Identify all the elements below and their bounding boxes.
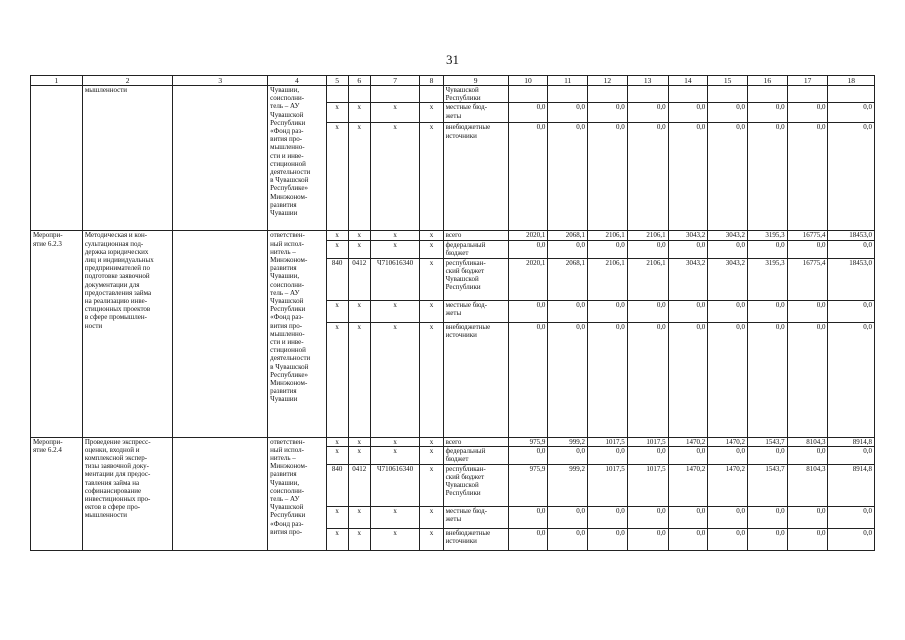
amount-cell: 999,2	[548, 464, 588, 506]
amount-cell: 1543,7	[747, 437, 787, 446]
amount-cell: 0,0	[588, 446, 628, 464]
target-article-cell: х	[370, 300, 420, 322]
amount-cell	[548, 86, 588, 103]
amount-cell: 0,0	[668, 240, 708, 258]
grbs-code-cell	[326, 86, 348, 103]
amount-cell: 8104,3	[787, 464, 828, 506]
expense-type-cell: х	[420, 528, 443, 550]
column-header-9: 9	[443, 76, 508, 86]
section-code-cell: х	[348, 240, 370, 258]
funding-source-cell: местные бюд- жеты	[443, 103, 508, 123]
funding-source-cell: местные бюд- жеты	[443, 506, 508, 528]
section-code-cell: х	[348, 103, 370, 123]
funding-source-cell: внебюджетные источники	[443, 322, 508, 437]
amount-cell: 1017,5	[588, 464, 628, 506]
amount-cell: 0,0	[708, 528, 748, 550]
expense-type-cell	[420, 86, 443, 103]
column-header-8: 8	[420, 76, 443, 86]
page-number: 31	[446, 52, 459, 67]
amount-cell: 3043,2	[708, 258, 748, 300]
amount-cell: 0,0	[708, 240, 748, 258]
grbs-code-cell: 840	[326, 258, 348, 300]
column-header-11: 11	[548, 76, 588, 86]
target-article-cell: х	[370, 123, 420, 231]
amount-cell	[828, 86, 875, 103]
amount-cell: 0,0	[828, 240, 875, 258]
amount-cell: 975,9	[508, 464, 548, 506]
target-article-cell: х	[370, 437, 420, 446]
indicator-cell	[173, 86, 268, 231]
column-header-1: 1	[31, 76, 83, 86]
amount-cell: 0,0	[668, 123, 708, 231]
amount-cell: 0,0	[828, 446, 875, 464]
amount-cell: 1543,7	[747, 464, 787, 506]
funding-source-cell: федеральный бюджет	[443, 240, 508, 258]
section-code-cell: х	[348, 446, 370, 464]
amount-cell: 0,0	[787, 506, 828, 528]
column-header-10: 10	[508, 76, 548, 86]
funding-source-cell: Чувашской Республики	[443, 86, 508, 103]
funding-source-cell: внебюджетные источники	[443, 123, 508, 231]
target-article-cell	[370, 86, 420, 103]
amount-cell: 2068,1	[548, 258, 588, 300]
amount-cell: 0,0	[828, 528, 875, 550]
amount-cell: 0,0	[627, 528, 668, 550]
amount-cell: 0,0	[828, 300, 875, 322]
amount-cell: 2106,1	[588, 258, 628, 300]
amount-cell: 0,0	[708, 322, 748, 437]
amount-cell: 2106,1	[588, 231, 628, 240]
section-code-cell: 0412	[348, 464, 370, 506]
amount-cell: 1470,2	[668, 464, 708, 506]
column-header-7: 7	[370, 76, 420, 86]
grbs-code-cell: х	[326, 240, 348, 258]
column-header-13: 13	[627, 76, 668, 86]
executor-cell: ответствен- ный испол- нитель – Минэконом- развития Чувашии, соисполни- тель – АУ Чувашской Республики «Фонд раз- вития про- мышленно- сти и инве- стиционной деятельности в Чувашской Республике» Минэконом- развития Чувашии	[268, 231, 326, 437]
amount-cell: 0,0	[508, 322, 548, 437]
amount-cell: 0,0	[548, 446, 588, 464]
amount-cell: 0,0	[747, 123, 787, 231]
amount-cell	[708, 86, 748, 103]
section-code-cell: х	[348, 123, 370, 231]
amount-cell: 0,0	[787, 123, 828, 231]
amount-cell: 0,0	[668, 103, 708, 123]
funding-source-cell: местные бюд- жеты	[443, 300, 508, 322]
amount-cell: 1017,5	[627, 464, 668, 506]
measure-id-cell: Меропри- ятие 6.2.3	[31, 231, 83, 437]
amount-cell	[508, 86, 548, 103]
target-article-cell: х	[370, 322, 420, 437]
amount-cell: 0,0	[627, 300, 668, 322]
amount-cell: 0,0	[828, 123, 875, 231]
expense-type-cell: х	[420, 300, 443, 322]
funding-source-cell: всего	[443, 437, 508, 446]
amount-cell: 0,0	[668, 446, 708, 464]
amount-cell: 1017,5	[588, 437, 628, 446]
table-body	[31, 76, 875, 551]
amount-cell: 0,0	[708, 103, 748, 123]
amount-cell: 3043,2	[708, 231, 748, 240]
amount-cell: 0,0	[588, 123, 628, 231]
amount-cell: 0,0	[627, 446, 668, 464]
amount-cell: 2106,1	[627, 231, 668, 240]
target-article-cell: х	[370, 528, 420, 550]
amount-cell: 0,0	[548, 300, 588, 322]
expense-type-cell: х	[420, 464, 443, 506]
funding-source-cell: внебюджетные источники	[443, 528, 508, 550]
section-code-cell: х	[348, 322, 370, 437]
amount-cell: 3195,3	[747, 231, 787, 240]
grbs-code-cell: х	[326, 528, 348, 550]
funding-source-cell: республикан- ский бюджет Чувашской Республики	[443, 258, 508, 300]
amount-cell: 0,0	[627, 240, 668, 258]
column-header-16: 16	[747, 76, 787, 86]
expense-type-cell: х	[420, 322, 443, 437]
measure-name-cell: Проведение экспресс- оценки, входной и комплексной экспер- тизы заявочной доку- ментации для предос- тавления займа на софинансирование инвестиционных про- ектов в сфере про- мышленности	[82, 437, 172, 550]
funding-source-cell: республикан- ский бюджет Чувашской Республики	[443, 464, 508, 506]
amount-cell: 1470,2	[668, 437, 708, 446]
amount-cell: 1470,2	[708, 464, 748, 506]
amount-cell: 0,0	[787, 528, 828, 550]
grbs-code-cell: х	[326, 103, 348, 123]
amount-cell: 0,0	[747, 528, 787, 550]
amount-cell: 18453,0	[828, 231, 875, 240]
column-header-18: 18	[828, 76, 875, 86]
amount-cell: 0,0	[588, 240, 628, 258]
amount-cell: 0,0	[787, 300, 828, 322]
amount-cell: 8914,8	[828, 464, 875, 506]
amount-cell: 0,0	[588, 528, 628, 550]
amount-cell: 0,0	[668, 528, 708, 550]
amount-cell: 0,0	[588, 300, 628, 322]
amount-cell: 0,0	[787, 240, 828, 258]
amount-cell: 3043,2	[668, 258, 708, 300]
amount-cell: 0,0	[627, 322, 668, 437]
amount-cell: 2106,1	[627, 258, 668, 300]
amount-cell: 0,0	[828, 103, 875, 123]
column-header-14: 14	[668, 76, 708, 86]
target-article-cell: Ч710616340	[370, 258, 420, 300]
amount-cell: 1470,2	[708, 437, 748, 446]
measure-name-cell: мышленности	[82, 86, 172, 231]
section-code-cell: х	[348, 300, 370, 322]
amount-cell: 0,0	[668, 300, 708, 322]
amount-cell: 0,0	[708, 446, 748, 464]
column-header-4: 4	[268, 76, 326, 86]
amount-cell: 0,0	[787, 103, 828, 123]
table-row	[31, 86, 875, 103]
program-table	[30, 75, 875, 551]
target-article-cell: Ч710616340	[370, 464, 420, 506]
amount-cell: 0,0	[708, 300, 748, 322]
expense-type-cell: х	[420, 123, 443, 231]
amount-cell: 0,0	[787, 446, 828, 464]
executor-cell: ответствен- ный испол- нитель – Минэконом- развития Чувашии, соисполни- тель – АУ Чувашской Республики «Фонд раз- вития про-	[268, 437, 326, 550]
amount-cell: 0,0	[548, 528, 588, 550]
amount-cell: 18453,0	[828, 258, 875, 300]
expense-type-cell: х	[420, 446, 443, 464]
amount-cell: 16775,4	[787, 231, 828, 240]
section-code-cell: х	[348, 506, 370, 528]
amount-cell	[787, 86, 828, 103]
amount-cell: 0,0	[627, 506, 668, 528]
amount-cell: 1017,5	[627, 437, 668, 446]
target-article-cell: х	[370, 240, 420, 258]
amount-cell	[588, 86, 628, 103]
amount-cell: 2020,1	[508, 258, 548, 300]
grbs-code-cell: х	[326, 506, 348, 528]
expense-type-cell: х	[420, 258, 443, 300]
amount-cell: 0,0	[668, 322, 708, 437]
amount-cell: 3195,3	[747, 258, 787, 300]
column-header-15: 15	[708, 76, 748, 86]
amount-cell: 0,0	[548, 103, 588, 123]
section-code-cell	[348, 86, 370, 103]
amount-cell: 0,0	[708, 506, 748, 528]
amount-cell: 0,0	[627, 123, 668, 231]
expense-type-cell: х	[420, 506, 443, 528]
amount-cell: 0,0	[588, 103, 628, 123]
target-article-cell: х	[370, 231, 420, 240]
amount-cell: 0,0	[828, 322, 875, 437]
section-code-cell: 0412	[348, 258, 370, 300]
amount-cell: 0,0	[627, 103, 668, 123]
grbs-code-cell: х	[326, 322, 348, 437]
amount-cell: 0,0	[508, 103, 548, 123]
table-row	[31, 231, 875, 240]
amount-cell: 0,0	[747, 300, 787, 322]
measure-id-cell: Меропри- ятие 6.2.4	[31, 437, 83, 550]
section-code-cell: х	[348, 437, 370, 446]
section-code-cell: х	[348, 528, 370, 550]
amount-cell: 16775,4	[787, 258, 828, 300]
target-article-cell: х	[370, 446, 420, 464]
amount-cell: 0,0	[708, 123, 748, 231]
amount-cell: 8104,3	[787, 437, 828, 446]
amount-cell: 0,0	[787, 322, 828, 437]
column-header-2: 2	[82, 76, 172, 86]
funding-source-cell: всего	[443, 231, 508, 240]
amount-cell: 0,0	[508, 123, 548, 231]
amount-cell: 3043,2	[668, 231, 708, 240]
amount-cell: 0,0	[747, 240, 787, 258]
amount-cell: 0,0	[747, 506, 787, 528]
amount-cell: 999,2	[548, 437, 588, 446]
amount-cell: 0,0	[747, 446, 787, 464]
amount-cell: 0,0	[508, 528, 548, 550]
expense-type-cell: х	[420, 240, 443, 258]
amount-cell: 0,0	[508, 300, 548, 322]
expense-type-cell: х	[420, 103, 443, 123]
amount-cell: 0,0	[668, 506, 708, 528]
grbs-code-cell: х	[326, 437, 348, 446]
column-number-row	[31, 76, 875, 86]
grbs-code-cell: х	[326, 123, 348, 231]
amount-cell: 0,0	[548, 240, 588, 258]
amount-cell: 0,0	[588, 322, 628, 437]
section-code-cell: х	[348, 231, 370, 240]
measure-name-cell: Методическая и кон- сультационная под- держка юридических лиц и индивидуальных предпринимателей по подготовке заявочной документации для предоставления займа на реализацию инве- стиционных проектов в сфере промышлен- ности	[82, 231, 172, 437]
column-header-17: 17	[787, 76, 828, 86]
grbs-code-cell: х	[326, 300, 348, 322]
amount-cell: 0,0	[588, 506, 628, 528]
amount-cell	[747, 86, 787, 103]
amount-cell: 0,0	[747, 322, 787, 437]
column-header-6: 6	[348, 76, 370, 86]
amount-cell: 0,0	[508, 240, 548, 258]
amount-cell: 8914,8	[828, 437, 875, 446]
expense-type-cell: х	[420, 437, 443, 446]
funding-source-cell: федеральный бюджет	[443, 446, 508, 464]
amount-cell	[668, 86, 708, 103]
amount-cell: 2020,1	[508, 231, 548, 240]
indicator-cell	[173, 437, 268, 550]
column-header-5: 5	[326, 76, 348, 86]
executor-cell: Чувашии, соисполни- тель – АУ Чувашской Республики «Фонд раз- вития про- мышленно- сти и инве- стиционной деятельности в Чувашской Республике» Минэконом- развития Чувашии	[268, 86, 326, 231]
amount-cell: 0,0	[828, 506, 875, 528]
table-row	[31, 437, 875, 446]
amount-cell	[627, 86, 668, 103]
grbs-code-cell: 840	[326, 464, 348, 506]
amount-cell: 0,0	[548, 123, 588, 231]
amount-cell: 0,0	[508, 506, 548, 528]
column-header-3: 3	[173, 76, 268, 86]
measure-id-cell	[31, 86, 83, 231]
indicator-cell	[173, 231, 268, 437]
amount-cell: 2068,1	[548, 231, 588, 240]
grbs-code-cell: х	[326, 446, 348, 464]
amount-cell: 975,9	[508, 437, 548, 446]
expense-type-cell: х	[420, 231, 443, 240]
amount-cell: 0,0	[548, 322, 588, 437]
column-header-12: 12	[588, 76, 628, 86]
target-article-cell: х	[370, 506, 420, 528]
grbs-code-cell: х	[326, 231, 348, 240]
target-article-cell: х	[370, 103, 420, 123]
amount-cell: 0,0	[508, 446, 548, 464]
amount-cell: 0,0	[548, 506, 588, 528]
amount-cell: 0,0	[747, 103, 787, 123]
